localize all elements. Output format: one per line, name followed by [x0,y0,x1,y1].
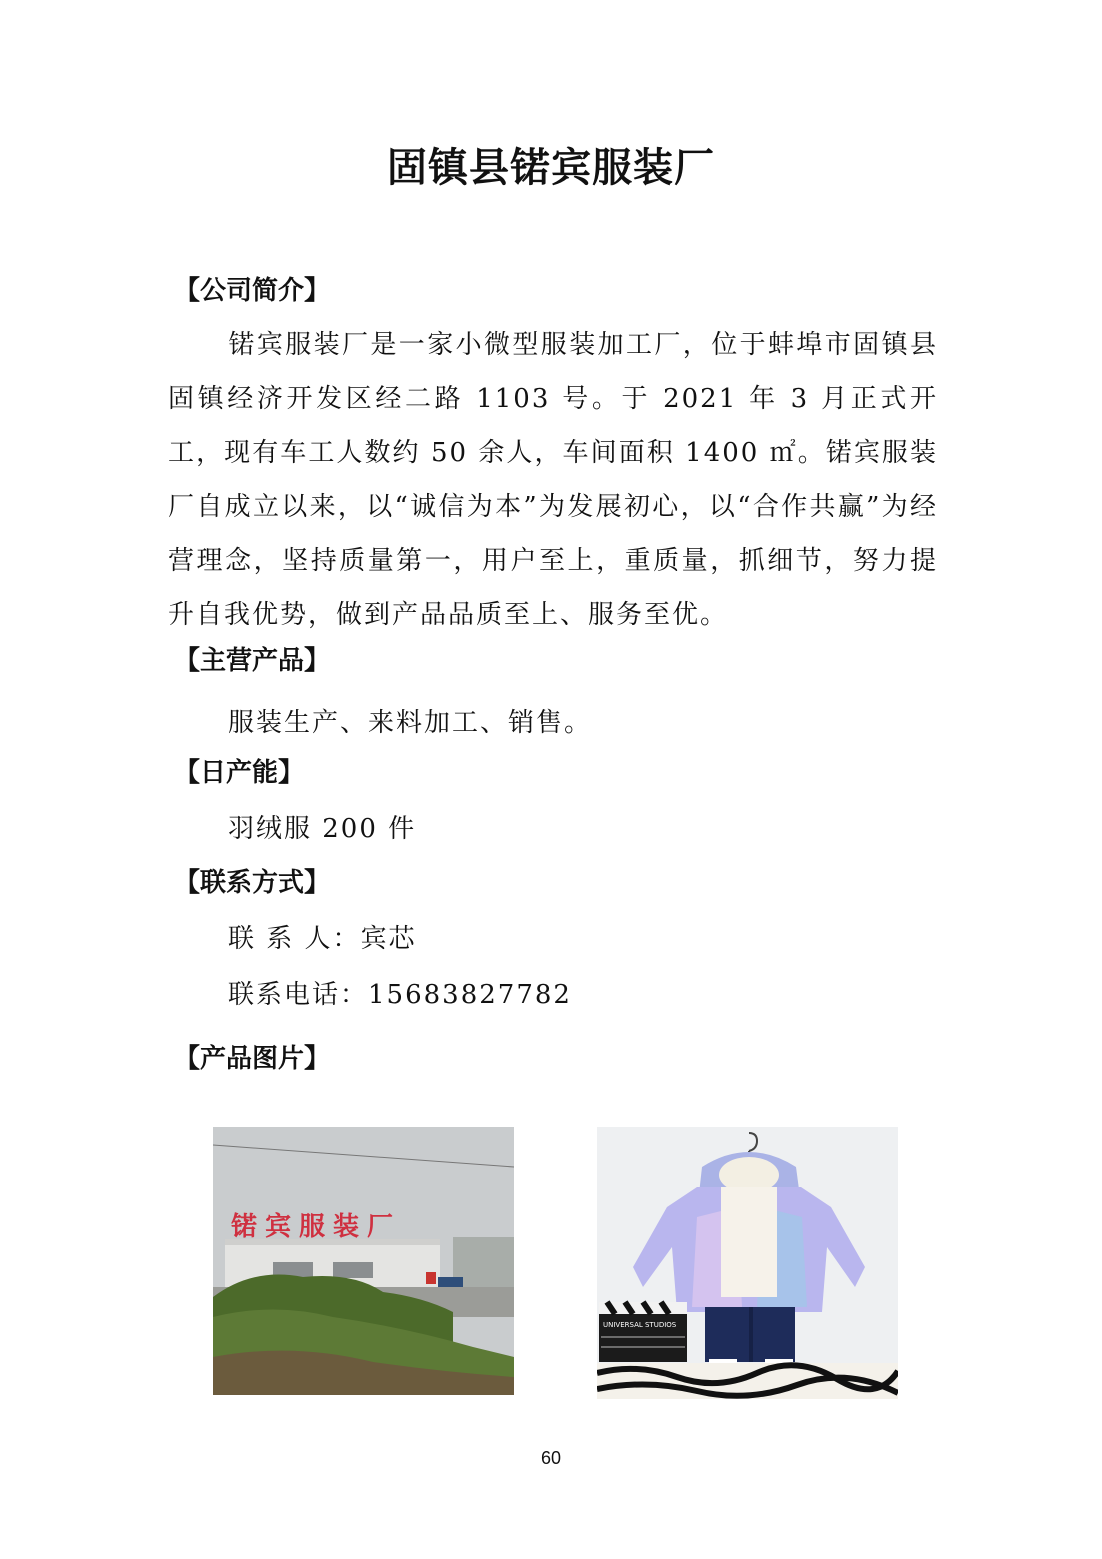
section-heading-intro: 【公司简介】 [174,276,331,306]
section-heading-capacity: 【日产能】 [174,758,305,788]
intro-paragraph [168,318,938,642]
product-photo [597,1127,898,1399]
page-number: 60 [540,1448,562,1468]
factory-photo-illustration [213,1127,514,1395]
contact-phone: 联系电话：15683827782 [228,980,572,1010]
section-heading-contact: 【联系方式】 [174,868,331,898]
contact-person: 联 系 人：宾芯 [228,924,417,954]
section-heading-products: 【主营产品】 [174,646,331,676]
section-heading-photos: 【产品图片】 [174,1044,331,1074]
products-text: 服装生产、来料加工、销售。 [228,708,593,738]
intro-text: 锘宾服装厂是一家小微型服装加工厂，位于蚌埠市固镇县固镇经济开发区经二路 1103 号。于 2021 年 3 月正式开工，现有车工人数约 50 余人，车间面积 1400 ㎡。锘宾服装厂自成立以来，以“诚信为本”为发展初心，以“合作共赢”为经营理念，坚持质量第一，用户至上，重质量，抓细节，努力提升自我优势，做到产品品质至上、服务至优。 [168,330,938,630]
capacity-text: 羽绒服 200 件 [228,814,417,844]
page-title: 固镇县锘宾服装厂 [387,144,715,191]
factory-sign-text: 锘宾服装厂 [231,1212,402,1242]
product-photo-illustration [597,1127,898,1399]
clapper-text: UNIVERSAL STUDIOS [603,1321,677,1329]
factory-photo [213,1127,514,1395]
